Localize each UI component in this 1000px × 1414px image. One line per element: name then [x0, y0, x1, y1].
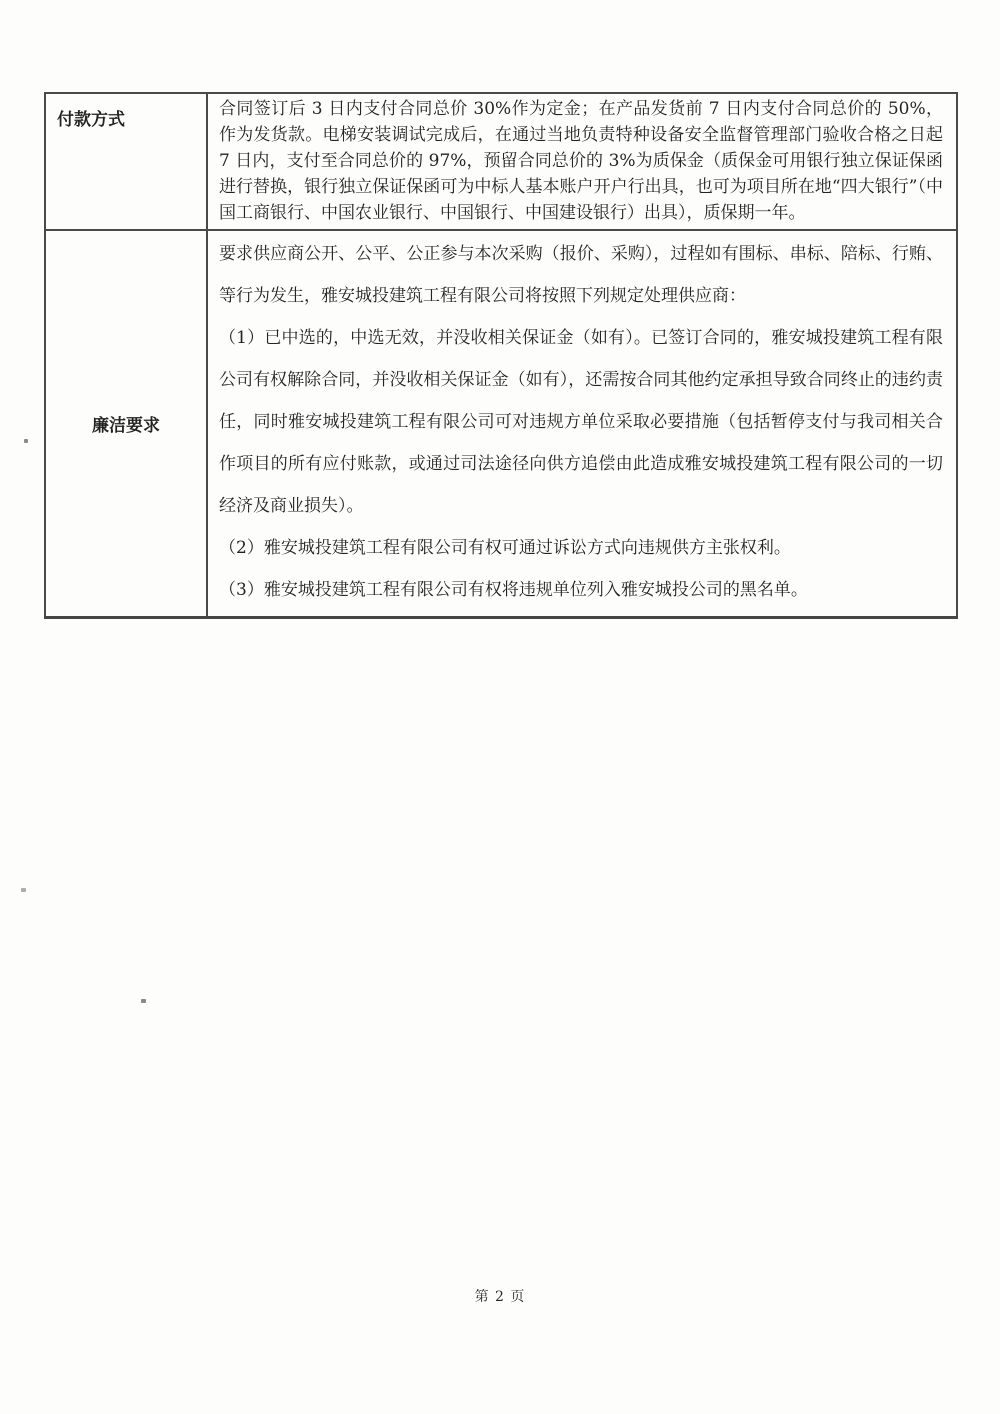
scan-speck [21, 888, 26, 892]
scan-speck [24, 439, 28, 443]
payment-method-label: 付款方式 [45, 93, 207, 230]
integrity-paragraph-clause-3: （3）雅安城投建筑工程有限公司有权将违规单位列入雅安城投公司的黑名单。 [219, 580, 808, 600]
integrity-paragraph-clause-2: （2）雅安城投建筑工程有限公司有权可通过诉讼方式向违规供方主张权利。 [219, 538, 791, 558]
payment-method-paragraph: 合同签订后 3 日内支付合同总价 30%作为定金；在产品发货前 7 日内支付合同总价的 50%，作为发货款。电梯安装调试完成后，在通过当地负责特种设备安全监督管理部门验收合格之日起 7 日内，支付至合同总价的 97%，预留合同总价的 3%为质保金（质保金可用银行独立保证保函进行替换，银行独立保证保函可为中标人基本账户开户行出具，也可为项目所在地“四大银行”（中国工商银行、中国农业银行、中国银行、中国建设银行）出具），质保期一年。 [219, 99, 943, 223]
table-row-integrity [45, 230, 957, 618]
integrity-content-cell [207, 230, 957, 618]
integrity-paragraph-clause-1: （1）已中选的，中选无效，并没收相关保证金（如有）。已签订合同的，雅安城投建筑工程有限公司有权解除合同，并没收相关保证金（如有），还需按合同其他约定承担导致合同终止的违约责任，同时雅安城投建筑工程有限公司可对违规方单位采取必要措施（包括暂停支付与我司相关合作项目的所有应付账款，或通过司法途径向供方追偿由此造成雅安城投建筑工程有限公司的一切经济及商业损失）。 [219, 328, 943, 516]
table-row-payment-method [45, 93, 957, 230]
integrity-paragraph-intro: 要求供应商公开、公平、公正参与本次采购（报价、采购），过程如有围标、串标、陪标、行贿、等行为发生，雅安城投建筑工程有限公司将按照下列规定处理供应商： [219, 244, 943, 306]
page-number: 第 2 页 [474, 1289, 526, 1305]
payment-method-content-cell [207, 93, 957, 230]
integrity-label: 廉洁要求 [45, 230, 207, 618]
scan-speck [141, 999, 146, 1003]
contract-terms-table [44, 92, 958, 619]
